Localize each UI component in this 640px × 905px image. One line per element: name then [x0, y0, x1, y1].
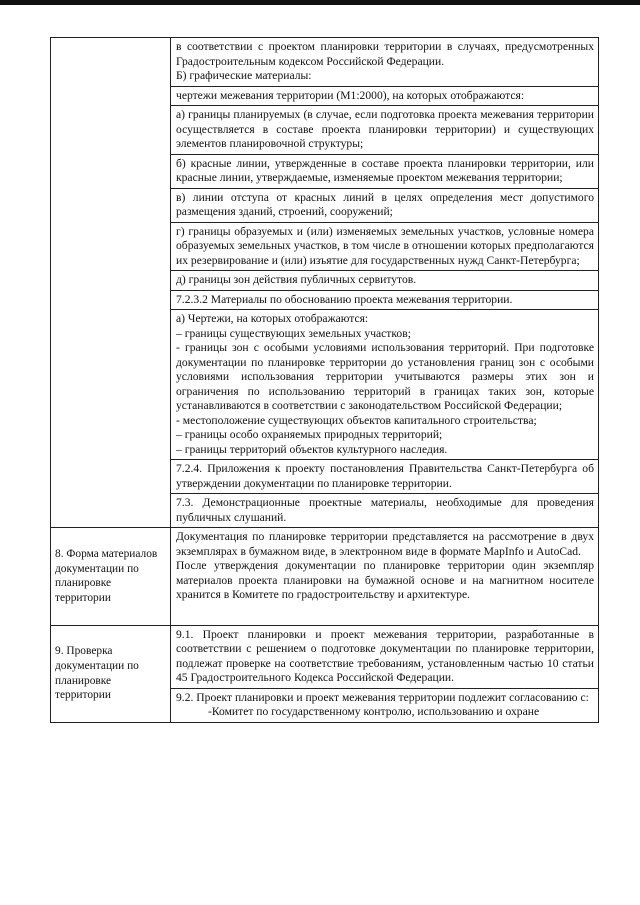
table-row [51, 38, 599, 528]
paragraph: – границы существующих земельных участков; [176, 326, 411, 340]
text-block [171, 189, 598, 223]
paragraph: После утверждения документации по планировке территории один экземпляр материалов проекта планировки на бумажной основе и на магнитном носителе хранится в Комитете по градостроительству и архитектуре. [176, 559, 594, 601]
paragraph: 9.1. Проект планировки и проект межевания территории, разработанные в соответствии с решением о подготовке документации по планировке территории, подлежат проверке на соответствие требованиям, установленным частью 10 статьи 45 Градостроительного Кодекса Российской Федерации. [176, 627, 594, 684]
text-block [171, 271, 598, 291]
row-label-cell [51, 38, 171, 528]
row-label-cell [51, 528, 171, 626]
table-row [51, 528, 599, 626]
paragraph: 7.3. Демонстрационные проектные материалы, необходимые для проведения публичных слушаний. [176, 496, 594, 524]
document-table [50, 37, 599, 723]
paragraph: – границы особо охраняемых природных территорий; [176, 428, 443, 441]
text-block [171, 38, 598, 87]
row-content-cell [171, 625, 599, 722]
text-block [171, 223, 598, 272]
paragraph: -Комитет по государственному контролю, использованию и охране [208, 705, 540, 718]
text-block [171, 460, 598, 494]
paragraph: чертежи межевания территории (М1:2000), на которых отображаются: [176, 88, 525, 102]
paragraph: 9.2. Проект планировки и проект межевания территории подлежит согласованию с: [176, 690, 589, 704]
row-label: 9. Проверка документации по планировке территории [55, 645, 139, 702]
paragraph: 7.2.4. Приложения к проекту постановления Правительства Санкт-Петербурга об утверждении документации по планировке территории. [176, 462, 594, 490]
text-block [171, 494, 598, 527]
paragraph: а) Чертежи, на которых отображаются: [176, 312, 369, 325]
paragraph: а) границы планируемых (в случае, если подготовка проекта межевания территории осуществляется в составе проекта планировки территории) и существующих элементов планировочной структуры; [176, 108, 594, 150]
text-block [171, 626, 598, 689]
paragraph: г) границы образуемых и (или) изменяемых земельных участков, условные номера образуемых земельных участков, в том числе в отношении которых предполагаются их резервирование и (или) изъятие для государственных нужд Санкт-Петербурга; [176, 224, 594, 267]
text-block [171, 106, 598, 155]
paragraph: Документация по планировке территории представляется на рассмотрение в двух экземплярах в бумажном виде, в электронном виде в формате MapInfo и AutoCad. [176, 530, 594, 558]
paragraph: Б) графические материалы: [176, 69, 312, 82]
row-label: 8. Форма материалов документации по планировке территории [55, 548, 158, 604]
text-block [171, 528, 598, 625]
row-label-cell [51, 625, 171, 722]
text-block [171, 689, 598, 722]
text-block [171, 155, 598, 189]
row-content-cell [171, 528, 599, 626]
text-block [171, 291, 598, 311]
text-block [171, 87, 598, 107]
row-content-cell [171, 38, 599, 528]
spacer [176, 603, 594, 623]
paragraph: д) границы зон действия публичных сервитутов. [176, 273, 417, 286]
paragraph: б) красные линии, утвержденные в составе проекта планировки территории, или красные линии, утверждаемые, изменяемые проектом межевания территории; [176, 156, 594, 184]
paragraph: в) линии отступа от красных линий в целях определения мест допустимого размещения зданий, строений, сооружений; [176, 190, 594, 218]
top-rule [0, 0, 640, 5]
paragraph: 7.2.3.2 Материалы по обоснованию проекта межевания территории. [176, 292, 513, 306]
paragraph: - границы зон с особыми условиями использования территорий. При подготовке документации по планировке территории до установления границ зон с особыми условиями использования территории учитываются размеры этих зон и ограничения по использованию территорий в границах таких зон, которые устанавливаются в соответствии с законодательством Российской Федерации; [176, 341, 594, 412]
paragraph: – границы территорий объектов культурного наследия. [176, 442, 448, 456]
paragraph: - местоположение существующих объектов капитального строительства; [176, 413, 537, 427]
table-row [51, 625, 599, 722]
text-block [171, 310, 598, 460]
paragraph: в соответствии с проектом планировки территории в случаях, предусмотренных Градостроительным кодексом Российской Федерации. [176, 40, 594, 68]
